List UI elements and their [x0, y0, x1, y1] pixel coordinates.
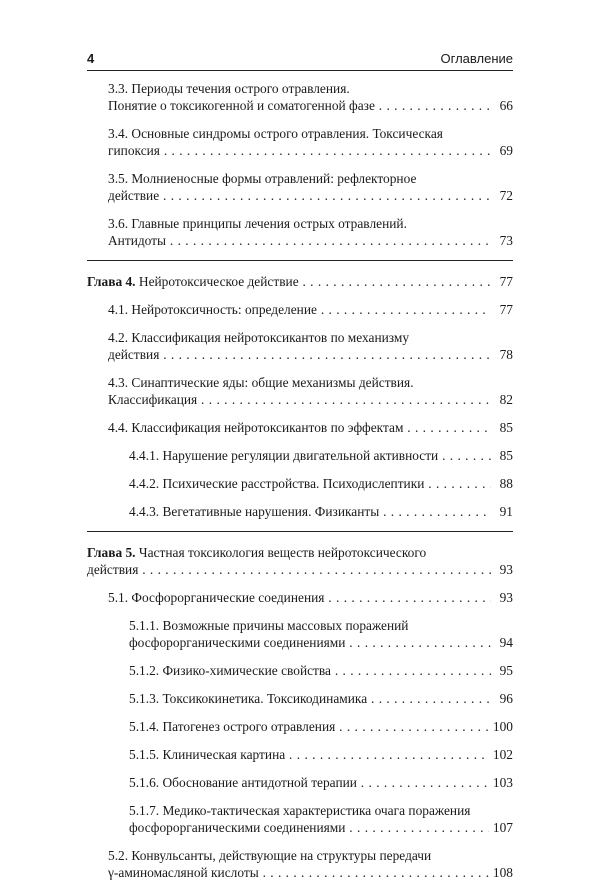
- toc-line: 5.1.2. Физико-химические свойства: [129, 663, 331, 678]
- toc-entry-title: [108, 374, 491, 408]
- toc-line: 5.1.6. Обоснование антидотной терапии: [129, 775, 357, 790]
- chapter-label: Глава 4.: [87, 274, 136, 289]
- toc-entry-title: [129, 690, 491, 707]
- section-divider: [87, 260, 513, 261]
- table-of-contents: [87, 80, 513, 892]
- toc-entry-title: [108, 215, 491, 249]
- toc-entry-title: [108, 589, 491, 606]
- toc-entry: [87, 847, 513, 881]
- toc-page-number: 82: [491, 391, 513, 408]
- toc-line: Нейротоксическое действие: [138, 274, 299, 289]
- toc-line: 4.4.3. Вегетативные нарушения. Физиканты: [129, 504, 380, 519]
- toc-entry-title: [108, 419, 491, 436]
- section-divider: [87, 531, 513, 532]
- toc-entry-title: [87, 273, 491, 290]
- toc-entry: [87, 802, 513, 836]
- toc-page-number: 103: [489, 774, 513, 791]
- toc-chapter-entry: [87, 544, 513, 578]
- toc-page-number: 93: [491, 589, 513, 606]
- toc-entry: [87, 419, 513, 436]
- toc-line: Классификация: [108, 392, 198, 407]
- toc-group-chapter-4: [87, 273, 513, 520]
- toc-line: 3.5. Молниеносные формы отравлений: рефлекторное: [108, 171, 417, 186]
- toc-line: Частная токсикология веществ нейротоксического: [138, 545, 427, 560]
- toc-line: 5.1.5. Клиническая картина: [129, 747, 286, 762]
- toc-page-number: 94: [491, 634, 513, 651]
- toc-line: 4.1. Нейротоксичность: определение: [108, 302, 317, 317]
- toc-entry-title: [129, 718, 489, 735]
- toc-entry: [87, 80, 513, 114]
- toc-entry-title: [108, 301, 491, 318]
- toc-line: 5.1.4. Патогенез острого отравления: [129, 719, 336, 734]
- toc-line: 4.4.2. Психические расстройства. Психодислептики: [129, 476, 425, 491]
- toc-entry-title: [108, 125, 491, 159]
- toc-page-number: 95: [491, 662, 513, 679]
- toc-entry-title: [129, 503, 491, 520]
- toc-line: 3.4. Основные синдромы острого отравления. Токсическая: [108, 126, 443, 141]
- toc-page-number: 69: [491, 142, 513, 159]
- toc-entry-title: [129, 746, 489, 763]
- toc-line: действия: [108, 347, 160, 362]
- toc-entry-title: [129, 802, 489, 836]
- toc-entry-title: [129, 447, 491, 464]
- toc-group-chapter-5: [87, 544, 513, 881]
- toc-entry: [87, 774, 513, 791]
- toc-page-number: 108: [489, 864, 513, 881]
- toc-page-number: 107: [489, 819, 513, 836]
- toc-line: 5.2. Конвульсанты, действующие на структуры передачи: [108, 848, 432, 863]
- toc-entry: [87, 662, 513, 679]
- toc-line: Понятие о токсикогенной и соматогенной фазе: [108, 98, 375, 113]
- toc-entry: [87, 503, 513, 520]
- toc-entry: [87, 690, 513, 707]
- toc-entry-title: [108, 329, 491, 363]
- toc-entry-title: [129, 662, 491, 679]
- toc-page-number: 72: [491, 187, 513, 204]
- toc-entry: [87, 589, 513, 606]
- toc-entry: [87, 746, 513, 763]
- toc-line: 4.4. Классификация нейротоксикантов по эффектам: [108, 420, 404, 435]
- toc-line: 4.3. Синаптические яды: общие механизмы действия.: [108, 375, 414, 390]
- page-header: [87, 48, 513, 71]
- toc-entry: [87, 329, 513, 363]
- toc-page-number: 88: [491, 475, 513, 492]
- toc-entry: [87, 475, 513, 492]
- toc-page-number: 66: [491, 97, 513, 114]
- toc-line: γ-аминомасляной кислоты: [108, 865, 259, 880]
- toc-page-number: 77: [491, 301, 513, 318]
- toc-page-number: 85: [491, 419, 513, 436]
- toc-page-number: 96: [491, 690, 513, 707]
- toc-entry: [87, 718, 513, 735]
- toc-line: 5.1.7. Медико-тактическая характеристика очага поражения: [129, 803, 471, 818]
- toc-page-number: 102: [489, 746, 513, 763]
- toc-entry: [87, 170, 513, 204]
- toc-line: фосфорорганическими соединениями: [129, 635, 346, 650]
- toc-line: 3.3. Периоды течения острого отравления.: [108, 81, 350, 96]
- toc-entry-title: [108, 847, 489, 881]
- toc-page-number: 85: [491, 447, 513, 464]
- toc-entry: [87, 215, 513, 249]
- toc-entry-title: [87, 544, 491, 578]
- running-title: Оглавление: [440, 51, 513, 66]
- toc-entry: [87, 301, 513, 318]
- toc-page-number: 93: [491, 561, 513, 578]
- toc-line: 5.1. Фосфорорганические соединения: [108, 590, 325, 605]
- toc-entry-title: [129, 617, 491, 651]
- toc-entry: [87, 374, 513, 408]
- toc-entry: [87, 447, 513, 464]
- toc-line: фосфорорганическими соединениями: [129, 820, 346, 835]
- chapter-label: Глава 5.: [87, 545, 136, 560]
- page-number: 4: [87, 51, 95, 66]
- toc-line: 4.4.1. Нарушение регуляции двигательной активности: [129, 448, 439, 463]
- toc-line: гипоксия: [108, 143, 160, 158]
- toc-entry-title: [129, 774, 489, 791]
- toc-entry: [87, 617, 513, 651]
- toc-page-number: 91: [491, 503, 513, 520]
- toc-line: 4.2. Классификация нейротоксикантов по механизму: [108, 330, 410, 345]
- toc-line: Антидоты: [108, 233, 167, 248]
- toc-entry-title: [108, 80, 491, 114]
- toc-page-number: 100: [489, 718, 513, 735]
- toc-page-number: 78: [491, 346, 513, 363]
- toc-entry-title: [129, 475, 491, 492]
- toc-chapter-entry: [87, 273, 513, 290]
- toc-page-number: 73: [491, 232, 513, 249]
- toc-line: действие: [108, 188, 160, 203]
- toc-line: 5.1.3. Токсикокинетика. Токсикодинамика: [129, 691, 368, 706]
- toc-group-chapter-3: [87, 80, 513, 249]
- toc-line: действия: [87, 562, 139, 577]
- toc-page-number: 77: [491, 273, 513, 290]
- toc-entry-title: [108, 170, 491, 204]
- toc-line: 5.1.1. Возможные причины массовых поражений: [129, 618, 409, 633]
- toc-line: 3.6. Главные принципы лечения острых отравлений.: [108, 216, 407, 231]
- toc-entry: [87, 125, 513, 159]
